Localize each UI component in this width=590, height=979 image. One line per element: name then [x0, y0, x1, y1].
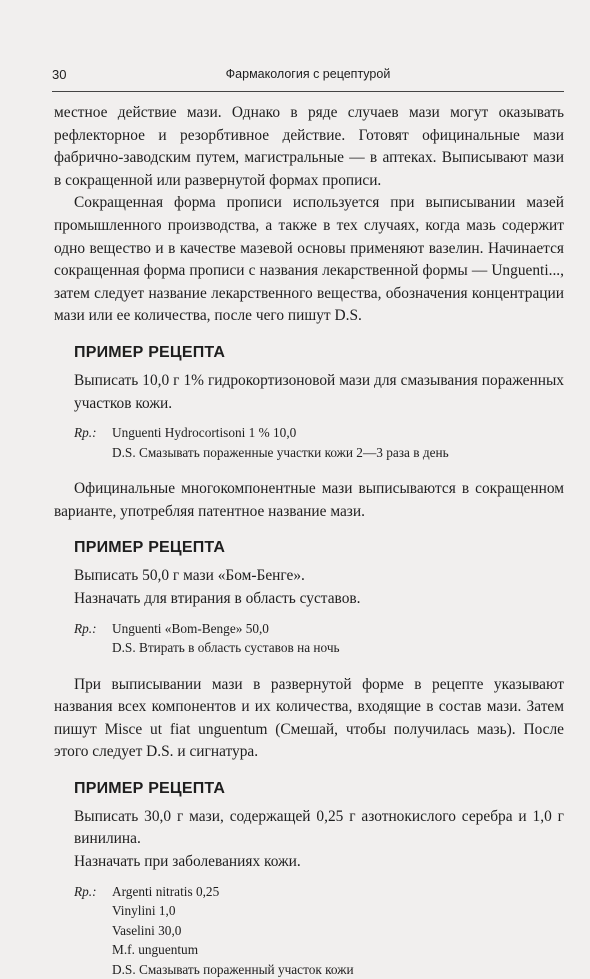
example-heading-3: ПРИМЕР РЕЦЕПТА: [74, 779, 226, 797]
example-3-task-usage: Назначать при заболеваниях кожи.: [74, 853, 301, 871]
example-3-task: Выписать 30,0 г мази, содержащей 0,25 г азотнокислого серебра и 1,0 г винилина.: [74, 807, 564, 848]
recipe-signature: D.S. Смазывать пораженный участок кожи: [112, 961, 354, 977]
recipe-line: Unguenti Hydrocortisoni 1 % 10,0: [112, 425, 297, 441]
paragraph-extended-form: При выписывании мази в развернутой форме в рецепте указывают названия всех компонентов и их количества, входящие в состав мази. Затем пишут Misce ut fiat unguentum (Смешай, чтобы получилась мазь). После этого следует D.S. и сигнатура.: [54, 675, 564, 761]
example-2-task: Выписать 50,0 г мази «Бом-Бенге».: [74, 567, 305, 585]
recipe-1: [54, 423, 564, 462]
recipe-signature: D.S. Втирать в область суставов на ночь: [112, 640, 340, 655]
recipe-line: Vinylini 1,0: [112, 903, 176, 919]
header-rule: [52, 91, 564, 92]
rp-label: Rp.:: [74, 425, 97, 441]
rp-label: Rp.:: [74, 883, 97, 899]
rp-label: Rp.:: [74, 620, 97, 636]
paragraph-short-form: Сокращенная форма прописи используется при выписывании мазей промышленного производства, а также в тех случаях, когда мазь содержит одно вещество и в качестве мазевой основы применяют вазелин. Начинается сокращенная форма прописи с названия лекарственной формы — Unguenti..., затем следует название лекарственного вещества, обозначения концентрации мази или ее количества, после чего пишут D.S.: [54, 194, 564, 325]
page-header: [52, 67, 564, 87]
example-heading-2: ПРИМЕР РЕЦЕПТА: [74, 539, 226, 557]
example-2-task-usage: Назначать для втирания в область суставов.: [74, 589, 361, 607]
recipe-2: [54, 619, 564, 658]
paragraph-multicomponent: Официнальные многокомпонентные мази выписываются в сокращенном варианте, употребляя патентное название мази.: [54, 480, 564, 520]
recipe-3: [54, 882, 564, 979]
recipe-line: M.f. unguentum: [112, 942, 199, 958]
recipe-line: Unguenti «Bom-Benge» 50,0: [112, 620, 269, 636]
paragraph-continuation: местное действие мази. Однако в ряде случаев мази могут оказывать рефлекторное и резорбтивное действие. Готовят официнальные мази фабрично-заводским путем, магистральные — в аптеках. Выписывают мази в сокращенной или развернутой формах прописи.: [54, 104, 564, 189]
recipe-line: Argenti nitratis 0,25: [112, 883, 220, 899]
example-heading-1: ПРИМЕР РЕЦЕПТА: [74, 343, 226, 361]
page-body: [54, 102, 564, 979]
recipe-line: Vaselini 30,0: [112, 922, 182, 938]
example-1-task: Выписать 10,0 г 1% гидрокортизоновой мази для смазывания пораженных участков кожи.: [74, 371, 564, 412]
running-title: Фармакология с рецептурой: [225, 67, 391, 81]
recipe-signature: D.S. Смазывать пораженные участки кожи 2—3 раза в день: [112, 444, 449, 460]
page-number: 30: [52, 67, 67, 82]
